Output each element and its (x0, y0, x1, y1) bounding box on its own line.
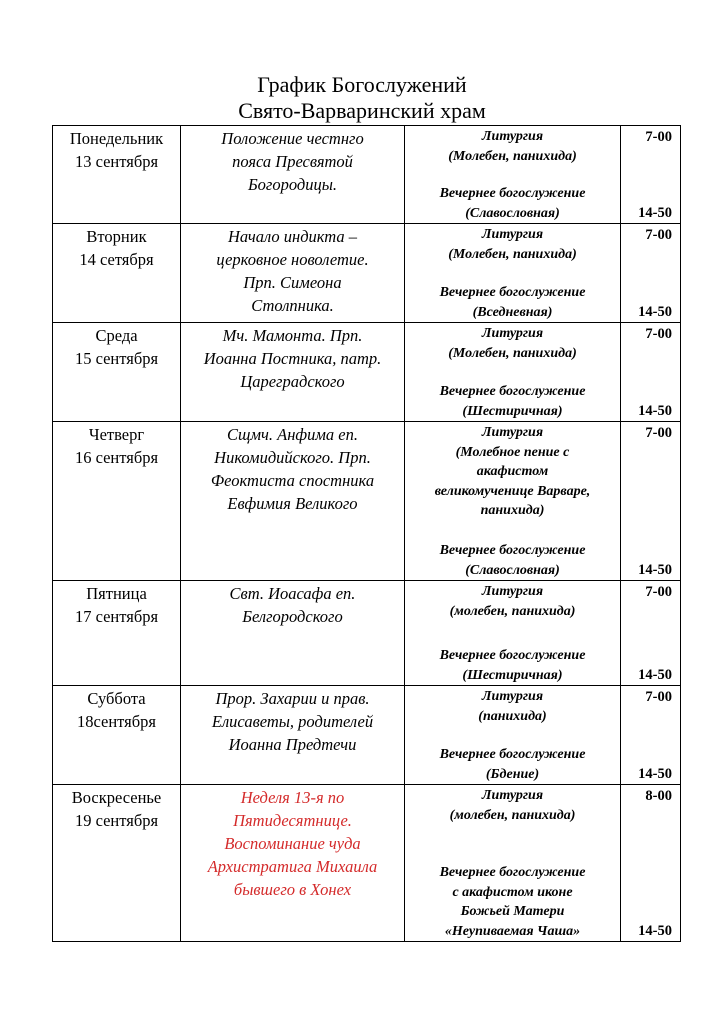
day-cell (53, 323, 181, 422)
time-cell (621, 422, 681, 581)
table-row (53, 422, 681, 581)
feast-cell (181, 422, 405, 581)
feast-line: бывшего в Хонех (233, 880, 352, 899)
time-cell (621, 224, 681, 323)
evening-service-line: (Славословная) (465, 562, 560, 578)
evening-service-line: (Вседневная) (472, 304, 553, 320)
time-cell (621, 126, 681, 224)
day-name: Понедельник (69, 129, 164, 148)
evening-service-line: Вечернее богослужение (439, 285, 586, 300)
feast-line: Столпника. (251, 296, 334, 315)
evening-time: 14-50 (638, 667, 672, 683)
feast-line: Елисаветы, родителей (211, 712, 374, 731)
day-cell (53, 686, 181, 785)
feast-line: Никомидийского. Прп. (214, 448, 371, 467)
evening-service-line: Вечернее богослужение (439, 384, 586, 399)
feast-line: Евфимия Великого (227, 494, 358, 513)
day-name: Четверг (88, 425, 145, 444)
table-row (53, 323, 681, 422)
feast-line: Пятидесятнице. (233, 811, 352, 830)
evening-service-line: Вечернее богослужение (439, 186, 586, 201)
service-cell (405, 686, 621, 785)
feast-line: пояса Пресвятой (232, 152, 353, 171)
evening-service-line: (Бдение) (485, 766, 540, 782)
day-date: 14 сетября (79, 250, 154, 269)
evening-service-line: Божьей Матери (460, 904, 565, 919)
liturgy-line: Литургия (481, 129, 544, 144)
evening-service-line: Вечернее богослужение (439, 543, 586, 558)
liturgy-line: великомученице Варваре, (434, 483, 591, 499)
service-cell (405, 422, 621, 581)
day-cell (53, 126, 181, 224)
table-row (53, 224, 681, 323)
service-cell (405, 224, 621, 323)
feast-line: церковное новолетие. (216, 250, 369, 269)
liturgy-line: (Молебен, панихида) (448, 246, 577, 262)
evening-service-block (405, 745, 620, 784)
evening-service-block (405, 863, 620, 941)
evening-service-line: «Неупиваемая Чаша» (444, 923, 581, 939)
day-name: Пятница (86, 584, 147, 603)
day-date: 15 сентября (74, 349, 159, 368)
day-cell (53, 422, 181, 581)
liturgy-line: (панихида) (478, 708, 547, 724)
liturgy-block (405, 786, 620, 825)
feast-line: Мч. Мамонта. Прп. (222, 326, 363, 345)
morning-time: 7-00 (645, 326, 672, 342)
liturgy-line: (Молебен, панихида) (448, 345, 577, 361)
evening-service-line: Вечернее богослужение (439, 747, 586, 762)
feast-line: Феоктиста спостника (210, 471, 375, 490)
page-title: График Богослужений (257, 72, 467, 97)
schedule-table (52, 125, 681, 942)
evening-time: 14-50 (638, 205, 672, 221)
evening-service-line: с акафистом иконе (452, 884, 573, 900)
morning-time: 7-00 (645, 689, 672, 705)
evening-time: 14-50 (638, 304, 672, 320)
feast-cell (181, 126, 405, 224)
morning-time: 7-00 (645, 584, 672, 600)
evening-service-block (405, 382, 620, 421)
feast-cell (181, 581, 405, 686)
liturgy-block (405, 423, 620, 521)
feast-line: Белгородского (242, 607, 343, 626)
table-row (53, 126, 681, 224)
table-row (53, 785, 681, 942)
time-cell (621, 323, 681, 422)
morning-time: 8-00 (645, 788, 672, 804)
feast-cell (181, 224, 405, 323)
liturgy-line: Литургия (481, 326, 544, 341)
time-cell (621, 686, 681, 785)
evening-service-line: Вечернее богослужение (439, 865, 586, 880)
day-date: 17 сентября (74, 607, 159, 626)
feast-line: Архистратига Михаила (207, 857, 378, 876)
day-date: 19 сентября (74, 811, 159, 830)
feast-cell (181, 686, 405, 785)
feast-line: Прор. Захарии и прав. (215, 689, 370, 708)
evening-service-block (405, 646, 620, 685)
liturgy-line: (молебен, панихида) (449, 603, 576, 619)
service-cell (405, 126, 621, 224)
day-name: Вторник (86, 227, 147, 246)
day-date: 16 сентября (74, 448, 159, 467)
feast-line: Иоанна Предтечи (228, 735, 357, 754)
feast-line: Положение честнго (221, 129, 364, 148)
liturgy-line: панихида) (480, 503, 545, 518)
table-row (53, 686, 681, 785)
service-cell (405, 785, 621, 942)
feast-cell (181, 785, 405, 942)
evening-time: 14-50 (638, 403, 672, 419)
evening-service-block (405, 184, 620, 223)
feast-line: Неделя 13-я по (240, 788, 345, 807)
liturgy-line: Литургия (481, 788, 544, 803)
liturgy-block (405, 225, 620, 264)
morning-time: 7-00 (645, 425, 672, 441)
day-name: Воскресенье (71, 788, 162, 807)
feast-line: Воспоминание чуда (224, 834, 361, 853)
service-cell (405, 323, 621, 422)
evening-service-line: (Шестиричная) (462, 403, 563, 419)
evening-service-line: (Шестиричная) (462, 667, 563, 683)
evening-service-line: (Славословная) (465, 205, 560, 221)
liturgy-line: Литургия (481, 227, 544, 242)
liturgy-block (405, 687, 620, 726)
feast-line: Прп. Симеона (243, 273, 342, 292)
liturgy-line: Литургия (481, 689, 544, 704)
liturgy-block (405, 324, 620, 363)
morning-time: 7-00 (645, 227, 672, 243)
evening-time: 14-50 (638, 766, 672, 782)
feast-cell (181, 323, 405, 422)
day-cell (53, 785, 181, 942)
table-row (53, 581, 681, 686)
liturgy-block (405, 127, 620, 166)
day-date: 18сентября (77, 712, 156, 731)
feast-line: Сщмч. Анфима еп. (227, 425, 358, 444)
morning-time: 7-00 (645, 129, 672, 145)
day-name: Суббота (87, 689, 146, 708)
page-subtitle: Свято-Варваринский храм (238, 98, 486, 123)
day-date: 13 сентября (74, 152, 159, 171)
feast-line: Иоанна Постника, патр. (203, 349, 382, 368)
liturgy-line: Литургия (481, 425, 544, 440)
evening-time: 14-50 (638, 562, 672, 578)
time-cell (621, 785, 681, 942)
liturgy-line: Литургия (481, 584, 544, 599)
feast-line: Свт. Иоасафа еп. (229, 584, 356, 603)
day-name: Среда (95, 326, 138, 345)
day-cell (53, 581, 181, 686)
feast-line: Цареградского (240, 372, 345, 391)
liturgy-line: (Молебен, панихида) (448, 148, 577, 164)
liturgy-line: (молебен, панихида) (449, 807, 576, 823)
evening-time: 14-50 (638, 923, 672, 939)
evening-service-block (405, 283, 620, 322)
liturgy-line: акафистом (476, 464, 549, 479)
time-cell (621, 581, 681, 686)
feast-line: Богородицы. (247, 175, 338, 194)
day-cell (53, 224, 181, 323)
liturgy-line: (Молебное пение с (455, 444, 570, 460)
evening-service-block (405, 541, 620, 580)
service-cell (405, 581, 621, 686)
feast-line: Начало индикта – (227, 227, 358, 246)
liturgy-block (405, 582, 620, 621)
evening-service-line: Вечернее богослужение (439, 648, 586, 663)
